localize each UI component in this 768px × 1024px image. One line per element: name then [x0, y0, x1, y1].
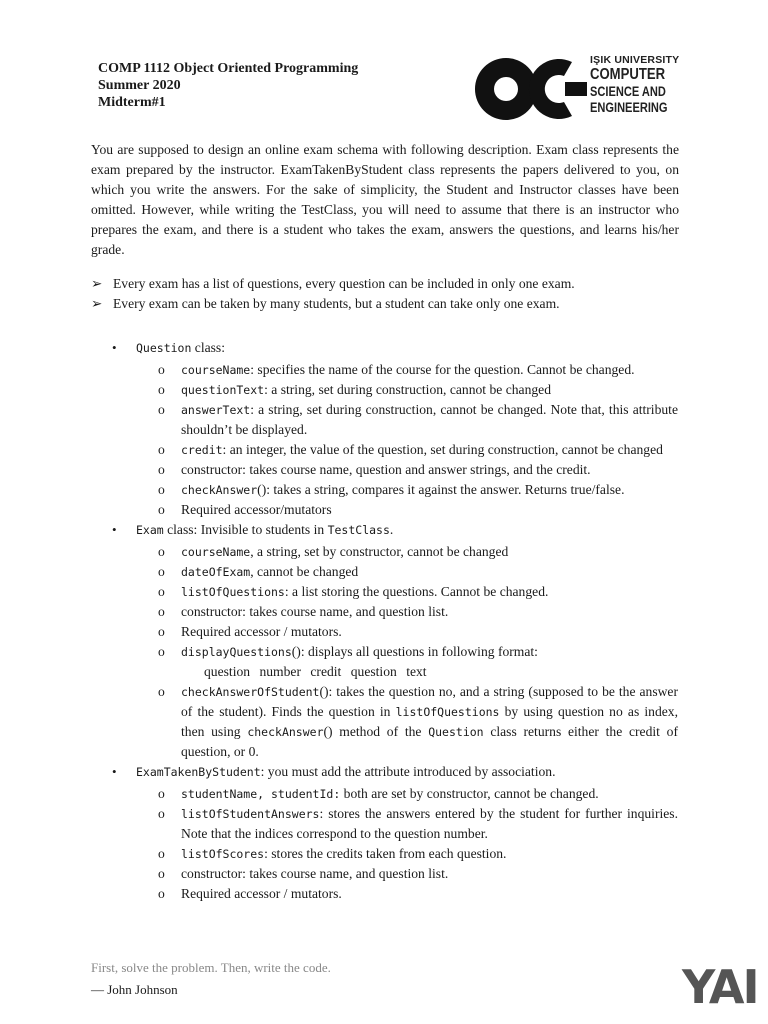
list-item: o Required accessor / mutators.: [112, 622, 678, 642]
exam-class-heading: • Exam class: Invisible to students in TestClass.: [112, 520, 678, 540]
arrow-bullet-icon: ➢: [91, 296, 103, 311]
logo-text: [590, 54, 685, 116]
circle-bullet-icon: o: [158, 544, 165, 559]
exam-taken-class-heading: • ExamTakenByStudent: you must add the attribute introduced by association.: [112, 762, 678, 782]
watermark-logo: YAI: [682, 960, 758, 1014]
list-item: o constructor: takes course name, question and answer strings, and the credit.: [112, 460, 678, 480]
class-name: ExamTakenByStudent: [136, 765, 261, 779]
circle-bullet-icon: o: [158, 362, 165, 377]
document-header: [98, 60, 358, 111]
list-item: o listOfScores: stores the credits taken from each question.: [112, 844, 678, 864]
circle-bullet-icon: o: [158, 786, 165, 801]
list-item: o checkAnswerOfStudent(): takes the question no, and a string (supposed to be the answer of the student). Finds the question in listOfQuestions by using question no as index, then using checkAnswer() method of the Question class returns either the credit of question, or 0.: [158, 684, 678, 759]
dept-line-2: SCIENCE AND: [590, 84, 666, 99]
rule-text: Every exam has a list of questions, every question can be included in only one exam.: [113, 276, 575, 291]
bullet-icon: •: [112, 340, 117, 355]
university-name: IŞIK UNIVERSITY: [590, 54, 680, 66]
list-item: o displayQuestions(): displays all questions in following format:: [112, 642, 678, 662]
class-specifications: [112, 338, 678, 904]
dept-line-3: ENGINEERING: [590, 100, 668, 115]
bullet-icon: •: [112, 522, 117, 537]
list-item: o questionText: a string, set during construction, cannot be changed: [112, 380, 678, 400]
class-name: Question: [136, 341, 192, 355]
list-item: o courseName: specifies the name of the course for the question. Cannot be changed.: [112, 360, 678, 380]
list-item: o studentName, studentId: both are set by constructor, cannot be changed.: [112, 784, 678, 804]
quote-text: First, solve the problem. Then, write the code.: [91, 960, 331, 975]
circle-bullet-icon: o: [158, 502, 165, 517]
circle-bullet-icon: o: [158, 886, 165, 901]
circle-bullet-icon: o: [158, 846, 165, 861]
list-item: o listOfQuestions: a list storing the questions. Cannot be changed.: [112, 582, 678, 602]
circle-bullet-icon: o: [158, 442, 165, 457]
circle-bullet-icon: o: [158, 604, 165, 619]
list-item: o Required accessor/mutators: [112, 500, 678, 520]
circle-bullet-icon: o: [158, 644, 165, 659]
circle-bullet-icon: o: [158, 684, 165, 699]
circle-bullet-icon: o: [158, 402, 165, 417]
list-item: o constructor: takes course name, and question list.: [112, 864, 678, 884]
circle-bullet-icon: o: [158, 462, 165, 477]
quote-author: — John Johnson: [91, 982, 178, 997]
list-item: o answerText: a string, set during construction, cannot be changed. Note that, this attribute shouldn’t be displayed.: [158, 402, 678, 437]
quote-block: [91, 957, 331, 1001]
rule-item: [91, 294, 679, 314]
rule-item: [91, 274, 679, 294]
class-suffix: class:: [191, 340, 225, 355]
term: Summer 2020: [98, 78, 181, 93]
list-item: o credit: an integer, the value of the question, set during construction, cannot be changed: [112, 440, 678, 460]
class-name: Exam: [136, 523, 164, 537]
arrow-bullet-icon: ➢: [91, 276, 103, 291]
intro-paragraph: You are supposed to design an online exam schema with following description. Exam class represents the exam prepared by the instructor. ExamTakenByStudent class represents the papers delivered to you, on which you write the answers. For the sake of simplicity, the Student and Instructor classes have been omitted. However, while writing the TestClass, you will need to assume that there is an instructor who prepares the exam, and there is a student who takes the exam, answers the questions, and learns his/her grade.: [91, 142, 679, 257]
rules-list: [91, 274, 679, 314]
dept-line-1: COMPUTER: [590, 66, 666, 83]
list-item: o checkAnswer(): takes a string, compares it against the answer. Returns true/false.: [112, 480, 678, 500]
bullet-icon: •: [112, 764, 117, 779]
list-item: o listOfStudentAnswers: stores the answers entered by the student for further inquiries. Note that the indices correspond to the question number.: [158, 806, 678, 841]
circle-bullet-icon: o: [158, 564, 165, 579]
list-item: o dateOfExam, cannot be changed: [112, 562, 678, 582]
circle-bullet-icon: o: [158, 866, 165, 881]
question-class-heading: [112, 338, 678, 358]
list-item: o courseName, a string, set by constructor, cannot be changed: [112, 542, 678, 562]
circle-bullet-icon: o: [158, 624, 165, 639]
rule-text: Every exam can be taken by many students, but a student can take only one exam.: [113, 296, 560, 311]
circle-bullet-icon: o: [158, 482, 165, 497]
display-format-line: question number credit question text: [204, 664, 427, 679]
circle-bullet-icon: o: [158, 806, 165, 821]
list-item: o constructor: takes course name, and question list.: [112, 602, 678, 622]
course-title: COMP 1112 Object Oriented Programming: [98, 61, 359, 76]
list-item: o Required accessor / mutators.: [112, 884, 678, 904]
exam-title: Midterm#1: [98, 95, 166, 110]
circle-bullet-icon: o: [158, 382, 165, 397]
circle-bullet-icon: o: [158, 584, 165, 599]
